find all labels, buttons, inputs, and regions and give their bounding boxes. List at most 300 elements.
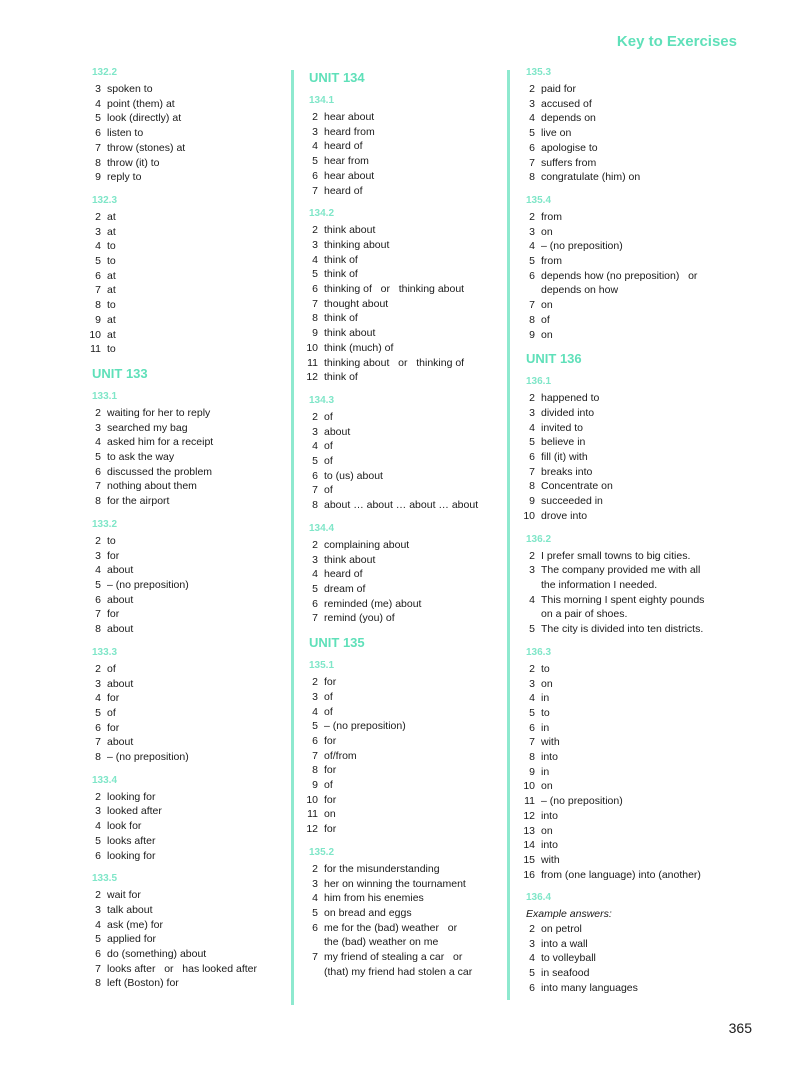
- answer-item: [86, 328, 276, 343]
- answer-number: 5: [95, 706, 101, 719]
- answer-item: [520, 735, 750, 750]
- answer-item: [86, 691, 276, 706]
- exercise-heading: 135.3: [526, 67, 552, 78]
- answer-item: [86, 435, 276, 450]
- answer-text: in seafood: [541, 967, 590, 980]
- answer-item: [520, 838, 750, 853]
- answer-text: think about: [324, 224, 376, 237]
- answer-number: 8: [95, 977, 101, 990]
- answer-item: [86, 406, 276, 421]
- answer-item: [303, 719, 503, 734]
- answer-number: 9: [529, 328, 535, 341]
- answer-number: 3: [312, 877, 318, 890]
- answer-text: looks after or has looked after: [107, 962, 257, 975]
- answer-number: [520, 607, 535, 622]
- answer-text: on: [541, 824, 553, 837]
- answer-text: do (something) about: [107, 948, 207, 961]
- answer-item: [520, 607, 750, 622]
- answer-item: [86, 269, 276, 284]
- answer-item: [520, 254, 750, 269]
- answer-text: to (us) about: [324, 469, 383, 482]
- answer-number: 2: [529, 923, 535, 936]
- answer-item: [520, 156, 750, 171]
- answer-number: 6: [95, 593, 101, 606]
- answer-number: 5: [95, 255, 101, 268]
- answer-text: talk about: [107, 903, 153, 916]
- answer-number: 8: [529, 751, 535, 764]
- page-header-title: Key to Exercises: [616, 33, 737, 50]
- answer-text: me for the (bad) weather or: [324, 921, 458, 934]
- answer-item: [86, 662, 276, 677]
- answer-item: [303, 734, 503, 749]
- answer-list: [520, 391, 750, 523]
- answer-item: [86, 947, 276, 962]
- answer-text: at: [107, 313, 116, 326]
- answer-number: 2: [529, 662, 535, 675]
- answer-text: about: [107, 593, 134, 606]
- answer-text: thinking of or thinking about: [324, 283, 465, 296]
- answer-number: 8: [529, 171, 535, 184]
- answer-text: of: [324, 410, 333, 423]
- answer-item: [303, 139, 503, 154]
- answer-item: [303, 567, 503, 582]
- answer-number: 9: [312, 327, 318, 340]
- answer-item: [303, 184, 503, 199]
- answer-item: [520, 691, 750, 706]
- answer-text: for: [107, 692, 120, 705]
- answer-text: – (no preposition): [324, 720, 406, 733]
- answer-number: 8: [95, 495, 101, 508]
- answer-item: [303, 950, 503, 965]
- answer-text: her on winning the tournament: [324, 877, 466, 890]
- answer-text: for: [324, 793, 337, 806]
- exercise-heading: 134.1: [309, 95, 335, 106]
- answer-item: [303, 425, 503, 440]
- answer-number: 10: [306, 341, 318, 354]
- answer-number: 7: [312, 484, 318, 497]
- answer-text: hear about: [324, 169, 375, 182]
- answer-text: spoken to: [107, 83, 153, 95]
- unit-heading: UNIT 134: [309, 70, 365, 85]
- answer-item: [303, 822, 503, 837]
- answer-text: with: [541, 853, 560, 866]
- answer-text: to ask the way: [107, 451, 175, 464]
- answer-item: [86, 578, 276, 593]
- answer-number: [520, 578, 535, 593]
- answer-item: [303, 965, 503, 980]
- answer-item: [303, 169, 503, 184]
- exercise-heading: 134.4: [309, 522, 335, 534]
- answer-text: to: [541, 706, 550, 719]
- answer-text: hear from: [324, 155, 369, 168]
- answer-text: think (much) of: [324, 341, 394, 354]
- answer-item: [520, 509, 750, 524]
- exercise-heading: 132.3: [92, 194, 118, 206]
- answer-text: to volleyball: [541, 952, 596, 965]
- answer-number: 7: [312, 184, 318, 197]
- answer-item: [520, 750, 750, 765]
- answer-text: suffers from: [541, 156, 597, 169]
- answer-number: 3: [312, 238, 318, 251]
- answer-number: 8: [95, 299, 101, 312]
- answer-text: congratulate (him) on: [541, 171, 641, 184]
- answer-text: him from his enemies: [324, 892, 424, 905]
- answer-list: [303, 675, 503, 837]
- answer-text: paid for: [541, 83, 577, 95]
- answer-item: [520, 622, 750, 637]
- answer-item: [520, 779, 750, 794]
- answer-number: 12: [306, 371, 318, 384]
- answer-text: about: [107, 736, 134, 749]
- answer-item: [303, 267, 503, 282]
- answer-number: 2: [312, 111, 318, 123]
- answer-number: 5: [529, 255, 535, 268]
- answer-item: [86, 849, 276, 864]
- answer-list: [86, 662, 276, 765]
- answer-text: looking for: [107, 790, 156, 803]
- answer-number: 6: [529, 269, 535, 282]
- answer-item: [520, 868, 750, 883]
- answer-number: 5: [312, 582, 318, 595]
- answer-text: believe in: [541, 436, 586, 449]
- answer-text: of: [107, 662, 116, 675]
- answer-item: [520, 494, 750, 509]
- answer-number: [303, 935, 318, 950]
- answer-number: 10: [89, 328, 101, 341]
- answer-item: [86, 888, 276, 903]
- answer-number: 6: [95, 948, 101, 961]
- answer-item: [520, 111, 750, 126]
- column-2: [303, 66, 503, 988]
- answer-number: 2: [529, 83, 535, 95]
- answer-text: about: [324, 425, 351, 438]
- answer-number: 6: [312, 734, 318, 747]
- answer-number: 6: [95, 849, 101, 862]
- answer-number: 4: [312, 705, 318, 718]
- answer-text: for: [324, 734, 337, 747]
- answer-text: looking for: [107, 849, 156, 862]
- answer-number: 3: [312, 690, 318, 703]
- answer-number: 9: [312, 779, 318, 792]
- answer-number: 16: [523, 868, 535, 881]
- answer-number: [303, 965, 318, 980]
- answer-number: 4: [95, 820, 101, 833]
- answer-text: of: [324, 705, 333, 718]
- answer-number: 8: [95, 156, 101, 169]
- answer-item: [303, 793, 503, 808]
- answer-number: 9: [95, 171, 101, 184]
- answer-number: 5: [529, 127, 535, 140]
- answer-item: [86, 790, 276, 805]
- answer-number: 3: [529, 677, 535, 690]
- answer-item: [303, 282, 503, 297]
- answer-number: 5: [312, 268, 318, 281]
- answer-item: [303, 862, 503, 877]
- answer-list: [303, 538, 503, 626]
- answer-number: 3: [95, 677, 101, 690]
- answer-text: for the airport: [107, 495, 170, 508]
- answer-item: [303, 611, 503, 626]
- answer-item: [86, 534, 276, 549]
- answer-item: [86, 903, 276, 918]
- answer-number: 4: [312, 892, 318, 905]
- answer-text: – (no preposition): [107, 751, 189, 764]
- answer-number: 6: [312, 469, 318, 482]
- answer-text: in: [541, 721, 550, 734]
- answer-item: [303, 538, 503, 553]
- answer-text: depends on: [541, 112, 596, 125]
- answer-number: 4: [95, 436, 101, 449]
- answer-list: [520, 662, 750, 883]
- answer-item: [86, 834, 276, 849]
- exercise-heading: 136.4: [526, 892, 552, 904]
- answer-item: [303, 891, 503, 906]
- answer-item: [520, 479, 750, 494]
- answer-text: look (directly) at: [107, 112, 182, 125]
- answer-number: 5: [95, 451, 101, 464]
- answer-text: I prefer small towns to big cities.: [541, 549, 691, 562]
- answer-item: [86, 156, 276, 171]
- answer-item: [520, 981, 750, 996]
- answer-text: left (Boston) for: [107, 977, 179, 990]
- answer-text: reminded (me) about: [324, 597, 422, 610]
- answer-text: on a pair of shoes.: [541, 608, 628, 621]
- answer-number: 4: [529, 421, 535, 434]
- answer-item: [520, 593, 750, 608]
- answer-number: 5: [529, 967, 535, 980]
- answer-item: [86, 677, 276, 692]
- answer-number: 2: [95, 889, 101, 902]
- answer-text: thinking about or thinking of: [324, 356, 465, 369]
- answer-text: of: [324, 484, 333, 497]
- answer-text: for: [324, 676, 337, 689]
- answer-number: 2: [312, 862, 318, 875]
- answer-text: to: [107, 299, 116, 312]
- answer-number: 5: [95, 578, 101, 591]
- answer-text: (that) my friend had stolen a car: [324, 965, 473, 978]
- answer-number: 5: [312, 155, 318, 168]
- answer-text: to: [107, 534, 116, 547]
- answer-text: reply to: [107, 171, 142, 184]
- answer-number: 4: [95, 240, 101, 253]
- answer-item: [303, 553, 503, 568]
- answer-text: of: [324, 455, 333, 468]
- answer-text: about: [107, 564, 134, 577]
- answer-list: [520, 549, 750, 637]
- answer-item: [520, 97, 750, 112]
- column-1: [86, 66, 276, 1000]
- answer-text: point (them) at: [107, 97, 175, 110]
- answer-number: 12: [523, 809, 535, 822]
- answer-number: 7: [312, 612, 318, 625]
- answer-text: think of: [324, 268, 358, 281]
- answer-text: at: [107, 269, 116, 282]
- answer-number: 6: [312, 283, 318, 296]
- answer-text: remind (you) of: [324, 612, 395, 625]
- answer-text: on: [541, 328, 553, 341]
- answer-item: [86, 622, 276, 637]
- answer-text: on: [324, 808, 336, 821]
- answer-text: look for: [107, 820, 142, 833]
- answer-item: [303, 110, 503, 125]
- answer-number: 7: [529, 736, 535, 749]
- answer-item: [303, 498, 503, 513]
- answer-number: 4: [529, 692, 535, 705]
- exercise-heading: 133.5: [92, 873, 118, 885]
- answer-text: of: [324, 779, 333, 792]
- answer-item: [520, 853, 750, 868]
- answer-number: 4: [312, 140, 318, 153]
- answer-text: depends how (no preposition) or: [541, 269, 698, 282]
- answer-list: [303, 110, 503, 198]
- answer-number: 7: [95, 480, 101, 493]
- answer-item: [86, 465, 276, 480]
- answer-item: [86, 563, 276, 578]
- answer-item: [520, 210, 750, 225]
- answer-number: 4: [95, 564, 101, 577]
- answer-item: [520, 170, 750, 185]
- answer-text: in: [541, 765, 550, 778]
- answer-text: applied for: [107, 933, 157, 946]
- answer-item: [303, 935, 503, 950]
- answer-number: 9: [529, 765, 535, 778]
- answer-item: [86, 549, 276, 564]
- answer-item: [303, 223, 503, 238]
- answer-item: [86, 239, 276, 254]
- exercise-heading: 136.3: [526, 646, 552, 658]
- page-number: 365: [728, 1020, 752, 1036]
- answer-item: [520, 765, 750, 780]
- answer-text: for: [107, 608, 120, 621]
- answer-text: heard of: [324, 184, 363, 197]
- exercise-heading: 133.4: [92, 774, 118, 786]
- answer-item: [520, 225, 750, 240]
- answer-item: [86, 97, 276, 112]
- answer-number: 11: [307, 808, 318, 821]
- answer-number: 14: [523, 839, 535, 852]
- answer-item: [520, 269, 750, 284]
- answer-text: heard of: [324, 140, 363, 153]
- answer-text: into: [541, 839, 558, 852]
- answer-item: [303, 763, 503, 778]
- answer-item: [86, 706, 276, 721]
- answer-text: from: [541, 255, 562, 268]
- answer-number: 11: [524, 795, 535, 808]
- answer-item: [303, 154, 503, 169]
- answer-list: [86, 82, 276, 185]
- answer-text: of: [541, 313, 550, 326]
- answer-number: 5: [529, 436, 535, 449]
- answer-number: 5: [312, 906, 318, 919]
- answer-number: 4: [529, 240, 535, 253]
- answer-number: 7: [95, 608, 101, 621]
- answer-text: looks after: [107, 834, 156, 847]
- answer-number: 3: [529, 564, 535, 577]
- answer-item: [86, 976, 276, 991]
- answer-number: 3: [95, 225, 101, 238]
- answer-text: drove into: [541, 509, 588, 522]
- answer-number: 4: [312, 568, 318, 581]
- answer-number: 9: [529, 495, 535, 508]
- answer-text: for: [324, 764, 337, 777]
- exercise-heading: 135.1: [309, 660, 335, 672]
- answer-text: on bread and eggs: [324, 906, 412, 919]
- answer-number: 2: [312, 410, 318, 423]
- answer-text: throw (stones) at: [107, 141, 186, 154]
- answer-number: 4: [529, 112, 535, 125]
- answer-item: [86, 298, 276, 313]
- answer-item: [520, 391, 750, 406]
- answer-item: [86, 750, 276, 765]
- answer-item: [86, 819, 276, 834]
- answer-item: [303, 125, 503, 140]
- answer-text: on: [541, 225, 553, 238]
- answer-text: to: [107, 343, 116, 356]
- answer-number: 2: [95, 210, 101, 223]
- answer-number: 3: [312, 553, 318, 566]
- answer-item: [303, 439, 503, 454]
- answer-number: 5: [529, 623, 535, 636]
- answer-text: from (one language) into (another): [541, 868, 701, 881]
- answer-text: about: [107, 623, 134, 636]
- answer-list: [520, 907, 750, 995]
- answer-text: heard of: [324, 568, 363, 581]
- answer-item: [520, 578, 750, 593]
- answer-item: [86, 593, 276, 608]
- answer-item: [520, 677, 750, 692]
- answer-text: on petrol: [541, 923, 582, 936]
- answer-number: 10: [306, 793, 318, 806]
- answer-item: [86, 962, 276, 977]
- answer-text: depends on how: [541, 284, 619, 297]
- answer-item: [86, 804, 276, 819]
- answer-number: 6: [95, 269, 101, 282]
- answer-item: [520, 563, 750, 578]
- answer-list: [86, 210, 276, 357]
- answer-item: [303, 877, 503, 892]
- answer-text: This morning I spent eighty pounds: [541, 593, 705, 606]
- answer-text: for: [324, 823, 337, 836]
- answer-text: Concentrate on: [541, 480, 613, 493]
- answer-list: [86, 790, 276, 864]
- column-3: [520, 66, 750, 1005]
- answer-item: [303, 483, 503, 498]
- answer-number: 3: [529, 225, 535, 238]
- answer-item: [520, 549, 750, 564]
- answer-text: to: [107, 240, 116, 253]
- exercise-heading: 133.1: [92, 390, 118, 402]
- answer-text: ask (me) for: [107, 918, 164, 931]
- answer-text: succeeded in: [541, 495, 603, 508]
- answer-number: 12: [306, 823, 318, 836]
- answer-number: 8: [312, 312, 318, 325]
- answer-text: on: [541, 677, 553, 690]
- answer-item: [303, 356, 503, 371]
- answer-number: 4: [529, 952, 535, 965]
- answer-text: looked after: [107, 805, 162, 818]
- answer-item: [303, 690, 503, 705]
- answer-number: [520, 283, 535, 298]
- exercise-heading: 134.3: [309, 394, 335, 406]
- answer-number: 6: [529, 981, 535, 994]
- answer-number: 11: [90, 343, 101, 356]
- answer-item: [86, 918, 276, 933]
- answer-number: 4: [95, 692, 101, 705]
- answer-text: throw (it) to: [107, 156, 160, 169]
- answer-number: 3: [95, 83, 101, 95]
- answer-text: to: [541, 662, 550, 675]
- answer-text: happened to: [541, 392, 600, 405]
